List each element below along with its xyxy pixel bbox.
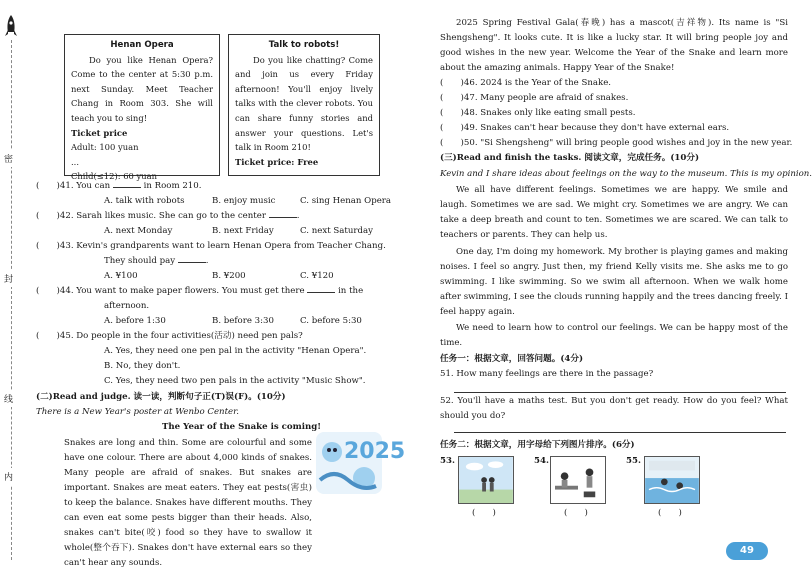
poster-year: 2025 [344, 439, 406, 464]
option: B. enjoy music [212, 196, 276, 206]
answer-paren[interactable]: ( ) [472, 508, 496, 518]
picture-number: 54. [534, 456, 549, 466]
question-46: ( )46. 2024 is the Year of the Snake. [440, 78, 612, 88]
talk-robots-box [228, 34, 380, 176]
task-heading: 任务一：根据文章，回答问题。(4分) [440, 354, 584, 364]
passage-title: The Year of the Snake is coming! [162, 422, 322, 432]
binding-char: 密 [4, 150, 13, 167]
ticket-price: Ticket price: Free [235, 156, 319, 167]
question-50: ( )50. "Si Shengsheng" will bring people good wishes and joy in the new year. [440, 138, 793, 148]
box-body: Do you like Henan Opera? Come to the center at 5:30 p.m. next Sunday. Meet Teacher Chang in Room 303. She will teach you to sing! [71, 54, 213, 123]
option: A. Yes, they need one pen pal in the activity "Henan Opera". [104, 346, 367, 356]
question-48: ( )48. Snakes only like eating small pests. [440, 108, 636, 118]
answer-line[interactable] [454, 392, 786, 393]
section-heading: (三)Read and finish the tasks. 阅读文章，完成任务。(10分) [440, 153, 700, 163]
option: C. before 5:30 [300, 316, 362, 326]
question-42: ( )42. Sarah likes music. She can go to the center . [36, 211, 300, 221]
picture-walking-home [458, 456, 514, 504]
answer-paren[interactable]: ( ) [658, 508, 682, 518]
question-51: 51. How many feelings are there in the passage? [440, 369, 654, 379]
question-45: ( )45. Do people in the four activities(活动) need pen pals? [36, 331, 303, 341]
henan-opera-box [64, 34, 220, 182]
binding-char: 线 [4, 390, 13, 407]
right-page [400, 0, 812, 566]
option: A. next Monday [104, 226, 173, 236]
section-heading: (二)Read and judge. 读一读，判断句子正(T)误(F)。(10分) [36, 392, 286, 402]
question-52: 52. You'll have a maths test. But you don't get ready. How do you feel? What should you do? [440, 396, 788, 421]
snake-paragraph: Snakes are long and thin. Some are colourful and some have one colour. There are about 4,000 kinds of snakes. Many people are afraid of snakes. But snakes are important. Snakes are meat eaters. They eat pests(害虫) to keep the balance. Snakes have different mouths. They can even eat some pests bigger than their heads. Also, snakes can't bite(咬) food so they have to swallow it whole(整个吞下). Snakes don't have external ears so they can't hear any sounds. [64, 438, 312, 568]
picture-homework-noise [550, 456, 606, 504]
snake-poster-image [314, 430, 406, 496]
left-page [0, 0, 406, 568]
option: C. Yes, they need two pen pals in the activity "Music Show". [104, 376, 366, 386]
answer-line[interactable] [454, 432, 786, 433]
question-49: ( )49. Snakes can't hear because they don't have external ears. [440, 123, 730, 133]
question-44: ( )44. You want to make paper flowers. You must get there in the [36, 286, 364, 296]
option: B. No, they don't. [104, 361, 181, 371]
binding-char: 封 [4, 270, 13, 287]
box-title: Talk to robots! [268, 40, 340, 50]
section-note: Kevin and I share ideas about feelings on the way to the museum. This is my opinion. [440, 169, 812, 179]
option: A. talk with robots [104, 196, 185, 206]
question-47: ( )47. Many people are afraid of snakes. [440, 93, 629, 103]
binding-char: 内 [4, 468, 13, 485]
option: A. ¥100 [104, 271, 138, 281]
picture-number: 53. [440, 456, 455, 466]
box-body: Do you like chatting? Come and join us every Friday afternoon! You'll enjoy lively talks with the clever robots. You can share funny stories and answer your questions. Let's talk in Room 210! [235, 54, 373, 153]
option: A. before 1:30 [104, 316, 166, 326]
box-title: Henan Opera [110, 40, 174, 50]
question-44-cont: afternoon. [104, 301, 150, 311]
question-43-cont: They should pay . [104, 256, 209, 266]
rocket-icon [4, 14, 18, 40]
answer-paren[interactable]: ( ) [564, 508, 588, 518]
ticket-dots: ... [71, 156, 79, 167]
option: B. ¥200 [212, 271, 246, 281]
option: C. sing Henan Opera [300, 196, 392, 206]
ticket-child: Child(≤12): 60 yuan [71, 171, 158, 182]
ticket-adult: Adult: 100 yuan [71, 142, 139, 153]
question-43: ( )43. Kevin's grandparents want to learn Henan Opera from Teacher Chang. [36, 241, 386, 251]
picture-swimming [644, 456, 700, 504]
binding-margin [0, 0, 22, 566]
mascot-paragraph: 2025 Spring Festival Gala(春晚) has a mascot(吉祥物). Its name is "Si Shengsheng". It looks cute. It is like a lucky star. It will bring people joy and good wishes in the new year. Welcome the Year of the Snake and learn more about the amazing animals. Happy Year of the Snake! [440, 18, 788, 73]
question-41: ( )41. You can in Room 210. [36, 181, 202, 191]
page-number-badge: 49 [726, 542, 768, 560]
picture-number: 55. [626, 456, 641, 466]
feelings-paragraph-2: One day, I'm doing my homework. My brother is playing games and making noises. I feel so angry. Just then, my friend Kelly visits me. She asks me to go swimming. I like swimming. So we swim all afternoon. When we walk home after swimming, I see the clouds running happily and the trees dancing freely. I feel happy again. [440, 247, 788, 317]
feelings-paragraph-1: We all have different feelings. Sometimes we are happy. We smile and laugh. Sometimes we are sad. We might cry. Sometimes we are angry. We can take a deep breath and count to ten. Sometimes we are scared. We can talk to teachers or parents. They can help us. [440, 185, 788, 240]
option: C. ¥120 [300, 271, 334, 281]
task-heading: 任务二：根据文章，用字母给下列图片排序。(6分) [440, 440, 635, 450]
option: B. before 3:30 [212, 316, 274, 326]
section-note: There is a New Year's poster at Wenbo Center. [36, 407, 240, 417]
option: C. next Saturday [300, 226, 373, 236]
option: B. next Friday [212, 226, 274, 236]
feelings-paragraph-3: We need to learn how to control our feelings. We can be happy most of the time. [440, 323, 788, 348]
ticket-label: Ticket price [71, 127, 128, 138]
